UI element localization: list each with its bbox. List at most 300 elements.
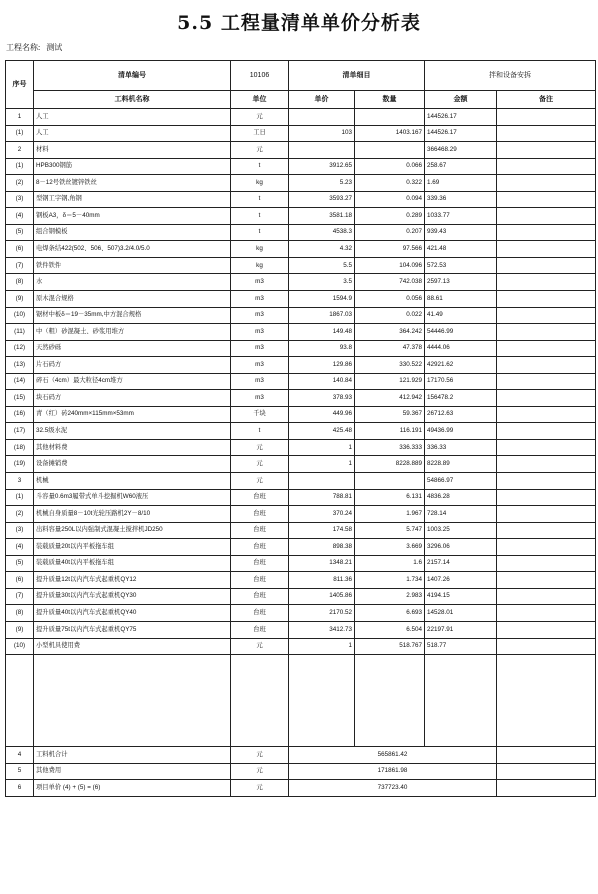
row-price: 370.24 bbox=[289, 506, 355, 523]
row-seq: (6) bbox=[6, 241, 34, 258]
row-remark bbox=[497, 191, 596, 208]
total-unit: 元 bbox=[231, 763, 289, 780]
row-price bbox=[289, 142, 355, 159]
row-seq: (7) bbox=[6, 588, 34, 605]
row-remark bbox=[497, 390, 596, 407]
row-unit: t bbox=[231, 208, 289, 225]
total-seq: 5 bbox=[6, 763, 34, 780]
row-quantity: 47.378 bbox=[355, 340, 425, 357]
row-unit: 台班 bbox=[231, 621, 289, 638]
row-remark bbox=[497, 109, 596, 126]
row-name: 装载质量20t以内平板拖车组 bbox=[34, 539, 231, 556]
row-unit: 台班 bbox=[231, 489, 289, 506]
row-quantity: 742.038 bbox=[355, 274, 425, 291]
row-unit: 台班 bbox=[231, 605, 289, 622]
row-quantity: 0.056 bbox=[355, 291, 425, 308]
table-row bbox=[6, 125, 596, 142]
row-name: 青（红）砖240mm×115mm×53mm bbox=[34, 406, 231, 423]
row-name: 设备摊销费 bbox=[34, 456, 231, 473]
row-price: 103 bbox=[289, 125, 355, 142]
row-name: 斗容量0.6m3履带式单斗挖掘机W60液压 bbox=[34, 489, 231, 506]
table-row bbox=[6, 324, 596, 341]
row-remark bbox=[497, 175, 596, 192]
row-quantity: 0.322 bbox=[355, 175, 425, 192]
table-row bbox=[6, 456, 596, 473]
row-unit: 台班 bbox=[231, 539, 289, 556]
row-quantity: 518.767 bbox=[355, 638, 425, 655]
row-amount: 49436.99 bbox=[425, 423, 497, 440]
row-name: 人工 bbox=[34, 109, 231, 126]
row-name: 片石码方 bbox=[34, 357, 231, 374]
row-seq: (8) bbox=[6, 605, 34, 622]
unit-price-analysis-table bbox=[5, 60, 596, 797]
row-unit: m3 bbox=[231, 307, 289, 324]
row-price: 93.8 bbox=[289, 340, 355, 357]
row-price: 140.84 bbox=[289, 373, 355, 390]
row-remark bbox=[497, 406, 596, 423]
row-unit: m3 bbox=[231, 373, 289, 390]
blank-cell bbox=[425, 655, 497, 747]
row-remark bbox=[497, 340, 596, 357]
project-name bbox=[6, 42, 68, 56]
table-row bbox=[6, 489, 596, 506]
row-unit: kg bbox=[231, 257, 289, 274]
row-amount: 1003.25 bbox=[425, 522, 497, 539]
blank-cell bbox=[355, 655, 425, 747]
row-name: 电焊条结422(502、506、507)3.2/4.0/5.0 bbox=[34, 241, 231, 258]
header-remark: 备注 bbox=[497, 91, 596, 109]
row-amount: 144526.17 bbox=[425, 109, 497, 126]
row-unit: m3 bbox=[231, 324, 289, 341]
row-unit: 元 bbox=[231, 142, 289, 159]
row-quantity: 0.094 bbox=[355, 191, 425, 208]
row-amount: 1033.77 bbox=[425, 208, 497, 225]
table-row bbox=[6, 357, 596, 374]
row-seq: (9) bbox=[6, 291, 34, 308]
row-amount: 26712.63 bbox=[425, 406, 497, 423]
row-quantity: 121.929 bbox=[355, 373, 425, 390]
row-name: 材料 bbox=[34, 142, 231, 159]
row-unit: 元 bbox=[231, 456, 289, 473]
row-seq: 2 bbox=[6, 142, 34, 159]
row-amount: 366468.29 bbox=[425, 142, 497, 159]
row-quantity: 0.207 bbox=[355, 224, 425, 241]
row-price: 3593.27 bbox=[289, 191, 355, 208]
row-remark bbox=[497, 621, 596, 638]
total-remark bbox=[497, 763, 596, 780]
row-amount: 88.61 bbox=[425, 291, 497, 308]
row-amount: 1407.26 bbox=[425, 572, 497, 589]
row-remark bbox=[497, 357, 596, 374]
row-unit: t bbox=[231, 191, 289, 208]
row-seq: (13) bbox=[6, 357, 34, 374]
table-row bbox=[6, 175, 596, 192]
row-price: 788.81 bbox=[289, 489, 355, 506]
table-row bbox=[6, 572, 596, 589]
total-unit: 元 bbox=[231, 780, 289, 797]
table-row bbox=[6, 423, 596, 440]
row-seq: (15) bbox=[6, 390, 34, 407]
row-remark bbox=[497, 588, 596, 605]
row-amount: 421.48 bbox=[425, 241, 497, 258]
row-quantity: 5.747 bbox=[355, 522, 425, 539]
row-seq: (10) bbox=[6, 638, 34, 655]
row-remark bbox=[497, 158, 596, 175]
row-name: 型钢工字钢,角钢 bbox=[34, 191, 231, 208]
table-row bbox=[6, 506, 596, 523]
row-unit: 台班 bbox=[231, 572, 289, 589]
total-seq: 6 bbox=[6, 780, 34, 797]
row-price: 174.58 bbox=[289, 522, 355, 539]
row-price: 4538.3 bbox=[289, 224, 355, 241]
row-name: 锯材中板δ＝19－35mm,中方混合规格 bbox=[34, 307, 231, 324]
row-price: 1 bbox=[289, 439, 355, 456]
total-value: 737723.40 bbox=[289, 780, 497, 797]
row-amount: 4444.06 bbox=[425, 340, 497, 357]
row-name: 32.5级水泥 bbox=[34, 423, 231, 440]
row-remark bbox=[497, 224, 596, 241]
row-amount: 258.67 bbox=[425, 158, 497, 175]
row-seq: (3) bbox=[6, 522, 34, 539]
row-name: 其他材料费 bbox=[34, 439, 231, 456]
row-name: HPB300钢筋 bbox=[34, 158, 231, 175]
row-unit: kg bbox=[231, 241, 289, 258]
blank-cell bbox=[6, 655, 34, 747]
row-seq: (1) bbox=[6, 489, 34, 506]
header-list-code-label: 清单编号 bbox=[34, 61, 231, 91]
row-amount: 2157.14 bbox=[425, 555, 497, 572]
row-price: 1405.86 bbox=[289, 588, 355, 605]
row-quantity: 3.669 bbox=[355, 539, 425, 556]
row-unit: m3 bbox=[231, 340, 289, 357]
table-row bbox=[6, 158, 596, 175]
table-row bbox=[6, 257, 596, 274]
row-price: 449.96 bbox=[289, 406, 355, 423]
row-remark bbox=[497, 274, 596, 291]
row-unit: t bbox=[231, 423, 289, 440]
row-remark bbox=[497, 605, 596, 622]
row-quantity: 412.942 bbox=[355, 390, 425, 407]
row-name: 提升质量12t以内汽车式起重机QY12 bbox=[34, 572, 231, 589]
row-seq: (1) bbox=[6, 158, 34, 175]
row-amount: 728.14 bbox=[425, 506, 497, 523]
total-row bbox=[6, 763, 596, 780]
header-list-item-label: 清单细目 bbox=[289, 61, 425, 91]
row-seq: (2) bbox=[6, 506, 34, 523]
row-remark bbox=[497, 572, 596, 589]
header-material-name: 工料机名称 bbox=[34, 91, 231, 109]
row-amount: 336.33 bbox=[425, 439, 497, 456]
row-name: 提升质量40t以内汽车式起重机QY40 bbox=[34, 605, 231, 622]
row-seq: (5) bbox=[6, 224, 34, 241]
row-seq: (16) bbox=[6, 406, 34, 423]
row-quantity: 104.096 bbox=[355, 257, 425, 274]
row-price: 1 bbox=[289, 456, 355, 473]
row-quantity bbox=[355, 473, 425, 490]
row-unit: 元 bbox=[231, 109, 289, 126]
row-remark bbox=[497, 125, 596, 142]
row-unit: 台班 bbox=[231, 555, 289, 572]
row-quantity: 0.022 bbox=[355, 307, 425, 324]
row-price: 3.5 bbox=[289, 274, 355, 291]
row-remark bbox=[497, 489, 596, 506]
row-remark bbox=[497, 555, 596, 572]
row-seq: (18) bbox=[6, 439, 34, 456]
table-row bbox=[6, 439, 596, 456]
blank-cell bbox=[289, 655, 355, 747]
row-amount: 4194.15 bbox=[425, 588, 497, 605]
row-remark bbox=[497, 638, 596, 655]
row-price: 2170.52 bbox=[289, 605, 355, 622]
row-remark bbox=[497, 473, 596, 490]
row-seq: (10) bbox=[6, 307, 34, 324]
row-remark bbox=[497, 423, 596, 440]
table-row bbox=[6, 208, 596, 225]
row-remark bbox=[497, 324, 596, 341]
row-unit: 台班 bbox=[231, 506, 289, 523]
project-value: 测试 bbox=[46, 43, 63, 52]
row-price: 425.48 bbox=[289, 423, 355, 440]
row-name: 人工 bbox=[34, 125, 231, 142]
row-unit: 台班 bbox=[231, 588, 289, 605]
row-amount: 22197.91 bbox=[425, 621, 497, 638]
table-row bbox=[6, 390, 596, 407]
row-unit: 元 bbox=[231, 473, 289, 490]
row-seq: (7) bbox=[6, 257, 34, 274]
total-value: 171861.98 bbox=[289, 763, 497, 780]
table-row bbox=[6, 340, 596, 357]
row-remark bbox=[497, 241, 596, 258]
row-quantity: 1.967 bbox=[355, 506, 425, 523]
row-unit: m3 bbox=[231, 390, 289, 407]
row-quantity: 364.242 bbox=[355, 324, 425, 341]
row-unit: 元 bbox=[231, 439, 289, 456]
row-quantity: 1403.167 bbox=[355, 125, 425, 142]
row-name: 碎石（4cm）最大粒径4cm堆方 bbox=[34, 373, 231, 390]
table-row bbox=[6, 605, 596, 622]
row-price: 811.36 bbox=[289, 572, 355, 589]
row-unit: 元 bbox=[231, 638, 289, 655]
header-list-code-value: 10106 bbox=[231, 61, 289, 91]
row-price: 149.48 bbox=[289, 324, 355, 341]
row-unit: 千块 bbox=[231, 406, 289, 423]
row-name: 提升质量75t以内汽车式起重机QY75 bbox=[34, 621, 231, 638]
row-quantity bbox=[355, 142, 425, 159]
total-name: 其他费用 bbox=[34, 763, 231, 780]
row-seq: (11) bbox=[6, 324, 34, 341]
row-seq: (4) bbox=[6, 539, 34, 556]
blank-cell bbox=[497, 655, 596, 747]
table-row bbox=[6, 522, 596, 539]
row-seq: (17) bbox=[6, 423, 34, 440]
header-unit: 单位 bbox=[231, 91, 289, 109]
row-price bbox=[289, 473, 355, 490]
row-amount: 339.36 bbox=[425, 191, 497, 208]
row-price: 1594.9 bbox=[289, 291, 355, 308]
row-quantity: 8228.889 bbox=[355, 456, 425, 473]
row-price: 1348.21 bbox=[289, 555, 355, 572]
row-quantity: 330.522 bbox=[355, 357, 425, 374]
total-name: 工料机合计 bbox=[34, 747, 231, 764]
row-amount: 572.53 bbox=[425, 257, 497, 274]
table-row bbox=[6, 638, 596, 655]
row-amount: 3296.06 bbox=[425, 539, 497, 556]
row-seq: (9) bbox=[6, 621, 34, 638]
row-price: 898.38 bbox=[289, 539, 355, 556]
row-price: 378.93 bbox=[289, 390, 355, 407]
row-seq: 1 bbox=[6, 109, 34, 126]
table-row bbox=[6, 109, 596, 126]
blank-row bbox=[6, 655, 596, 747]
row-amount: 156478.2 bbox=[425, 390, 497, 407]
row-name: 出料容量250L以内强制式混凝土搅拌机JD250 bbox=[34, 522, 231, 539]
row-seq: (4) bbox=[6, 208, 34, 225]
row-seq: (19) bbox=[6, 456, 34, 473]
row-name: 小型机具使用费 bbox=[34, 638, 231, 655]
table-row bbox=[6, 241, 596, 258]
row-unit: 台班 bbox=[231, 522, 289, 539]
row-amount: 42921.62 bbox=[425, 357, 497, 374]
row-quantity: 116.191 bbox=[355, 423, 425, 440]
row-name: 中（粗）砂混凝土、砂浆用堆方 bbox=[34, 324, 231, 341]
row-quantity: 97.566 bbox=[355, 241, 425, 258]
row-name: 铁件铁件 bbox=[34, 257, 231, 274]
blank-cell bbox=[34, 655, 231, 747]
row-remark bbox=[497, 439, 596, 456]
total-name: 项目单价 (4) + (5) = (6) bbox=[34, 780, 231, 797]
header-seq: 序号 bbox=[6, 61, 34, 109]
row-price: 1 bbox=[289, 638, 355, 655]
row-quantity: 59.367 bbox=[355, 406, 425, 423]
table-row bbox=[6, 473, 596, 490]
row-unit: t bbox=[231, 158, 289, 175]
row-quantity: 336.333 bbox=[355, 439, 425, 456]
header-row-columns bbox=[6, 91, 596, 109]
table-row bbox=[6, 291, 596, 308]
row-seq: (12) bbox=[6, 340, 34, 357]
page-title: 5.5 工程量清单单价分析表 bbox=[177, 12, 421, 34]
row-price: 1867.03 bbox=[289, 307, 355, 324]
blank-cell bbox=[231, 655, 289, 747]
row-seq: (6) bbox=[6, 572, 34, 589]
row-amount: 939.43 bbox=[425, 224, 497, 241]
table-row bbox=[6, 539, 596, 556]
row-seq: (1) bbox=[6, 125, 34, 142]
total-unit: 元 bbox=[231, 747, 289, 764]
row-seq: (3) bbox=[6, 191, 34, 208]
header-amount: 金额 bbox=[425, 91, 497, 109]
total-row bbox=[6, 780, 596, 797]
total-seq: 4 bbox=[6, 747, 34, 764]
row-quantity: 0.289 bbox=[355, 208, 425, 225]
row-amount: 17170.56 bbox=[425, 373, 497, 390]
row-name: 8－12号铁丝镀锌铁丝 bbox=[34, 175, 231, 192]
row-name: 原木混合规格 bbox=[34, 291, 231, 308]
row-price: 3912.65 bbox=[289, 158, 355, 175]
table-row bbox=[6, 224, 596, 241]
row-name: 天然砂砾 bbox=[34, 340, 231, 357]
row-unit: t bbox=[231, 224, 289, 241]
table-row bbox=[6, 555, 596, 572]
row-quantity: 6.131 bbox=[355, 489, 425, 506]
row-quantity: 6.504 bbox=[355, 621, 425, 638]
row-seq: (2) bbox=[6, 175, 34, 192]
header-price: 单价 bbox=[289, 91, 355, 109]
table-row bbox=[6, 406, 596, 423]
row-quantity: 6.693 bbox=[355, 605, 425, 622]
header-list-item-value: 拌和设备安拆 bbox=[425, 61, 596, 91]
row-name: 装载质量40t以内平板拖车组 bbox=[34, 555, 231, 572]
row-price: 5.23 bbox=[289, 175, 355, 192]
row-unit: 工日 bbox=[231, 125, 289, 142]
row-amount: 8228.89 bbox=[425, 456, 497, 473]
table-row bbox=[6, 274, 596, 291]
row-remark bbox=[497, 373, 596, 390]
total-remark bbox=[497, 747, 596, 764]
total-row bbox=[6, 747, 596, 764]
row-amount: 144526.17 bbox=[425, 125, 497, 142]
row-price: 3412.73 bbox=[289, 621, 355, 638]
table-row bbox=[6, 621, 596, 638]
table-row bbox=[6, 142, 596, 159]
row-unit: kg bbox=[231, 175, 289, 192]
row-price: 4.32 bbox=[289, 241, 355, 258]
table-row bbox=[6, 588, 596, 605]
table-row bbox=[6, 191, 596, 208]
table-row bbox=[6, 307, 596, 324]
row-seq: (5) bbox=[6, 555, 34, 572]
row-name: 水 bbox=[34, 274, 231, 291]
row-remark bbox=[497, 522, 596, 539]
row-quantity: 1.6 bbox=[355, 555, 425, 572]
row-seq: 3 bbox=[6, 473, 34, 490]
row-amount: 54866.97 bbox=[425, 473, 497, 490]
row-remark bbox=[497, 506, 596, 523]
row-name: 机械 bbox=[34, 473, 231, 490]
row-amount: 41.49 bbox=[425, 307, 497, 324]
row-amount: 14528.01 bbox=[425, 605, 497, 622]
row-seq: (14) bbox=[6, 373, 34, 390]
row-amount: 54446.99 bbox=[425, 324, 497, 341]
row-quantity bbox=[355, 109, 425, 126]
header-row-list bbox=[6, 61, 596, 91]
row-price bbox=[289, 109, 355, 126]
total-value: 565861.42 bbox=[289, 747, 497, 764]
row-amount: 4836.28 bbox=[425, 489, 497, 506]
row-remark bbox=[497, 307, 596, 324]
row-amount: 1.69 bbox=[425, 175, 497, 192]
row-price: 3581.18 bbox=[289, 208, 355, 225]
row-remark bbox=[497, 142, 596, 159]
row-seq: (8) bbox=[6, 274, 34, 291]
row-remark bbox=[497, 291, 596, 308]
row-remark bbox=[497, 257, 596, 274]
row-name: 钢板A3，δ＝5－40mm bbox=[34, 208, 231, 225]
row-remark bbox=[497, 456, 596, 473]
row-name: 机械自身质量8－10t光轮压路机2Y－8/10 bbox=[34, 506, 231, 523]
row-remark bbox=[497, 208, 596, 225]
row-unit: m3 bbox=[231, 357, 289, 374]
row-price: 5.5 bbox=[289, 257, 355, 274]
table-row bbox=[6, 373, 596, 390]
row-quantity: 0.066 bbox=[355, 158, 425, 175]
row-quantity: 1.734 bbox=[355, 572, 425, 589]
row-unit: m3 bbox=[231, 291, 289, 308]
row-amount: 2597.13 bbox=[425, 274, 497, 291]
row-name: 块石码方 bbox=[34, 390, 231, 407]
row-price: 129.86 bbox=[289, 357, 355, 374]
row-unit: m3 bbox=[231, 274, 289, 291]
